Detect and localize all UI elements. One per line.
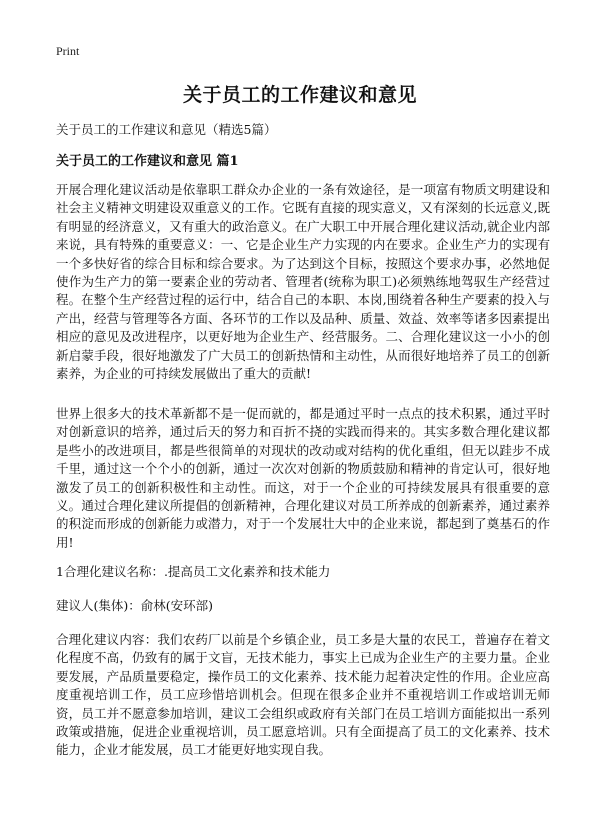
print-link[interactable]: Print (56, 44, 80, 58)
suggestion-author: 建议人(集体)：俞林(安环部) (56, 598, 214, 613)
body-paragraph: 世界上很多大的技术革新都不是一促而就的，都是通过平时一点点的技术积累，通过平时对创新意识的培养，通过后天的努力和百折不挠的实践而得来的。其实多数合理化建议都是些小的改进项目，都是些很简单的对现状的改动或对结构的优化重组，但无以跬步不成千里，通过这一个个小的创新，通过一次次对创新的物质鼓励和精神的肯定认可，很好地激发了员工的创新积极性和主动性。而这，对于一个企业的可持续发展具有很重要的意义。通过合理化建议所提倡的创新精神，合理化建议对员工所养成的创新素养，通过素养的积淀而形成的创新能力或潜力，对于一个发展壮大中的企业来说，都起到了奠基石的作用! (56, 406, 550, 550)
suggestion-content: 合理化建议内容：我们农药厂以前是个乡镇企业，员工多是大量的农民工，普遍存在着文化程度不高，仍致有的属于文盲，无技术能力，事实上已成为企业生产的主要力量。企业要发展，产品质量要稳定，操作员工的文化素养、技术能力起着决定性的作用。企业应高度重视培训工作，员工应珍惜培训机会。但现在很多企业并不重视培训工作或培训无师资，员工并不愿意参加培训，建议工会组织或政府有关部门在员工培训方面能拟出一系列政策或措施，促进企业重视培训，员工愿意培训。只有全面提高了员工的文化素养、技术能力，企业才能发展，员工才能更好地实现自我。 (56, 632, 550, 758)
suggestion-name: 1合理化建议名称：.提高员工文化素养和技术能力 (56, 564, 331, 579)
section-heading: 关于员工的工作建议和意见 篇1 (56, 154, 239, 169)
document-subtitle: 关于员工的工作建议和意见（精选5篇） (56, 122, 277, 137)
page-title: 关于员工的工作建议和意见 (182, 84, 417, 106)
body-paragraph: 开展合理化建议活动是依靠职工群众办企业的一条有效途径，是一项富有物质文明建设和社会主义精神文明建设双重意义的工作。它既有直接的现实意义，又有深刻的长远意义,既有明显的经济意义，又有重大的政治意义。在广大职工中开展合理化建议活动,就企业内部来说，具有特殊的重要意义：一、它是企业生产力实现的内在要求。企业生产力的实现有一个多快好省的综合目标和综合要求。为了达到这个目标，按照这个要求办事，必然地促使作为生产力的第一要素企业的劳动者、管理者(统称为职工)必须熟练地驾驭生产经营过程。在整个生产经营过程的运行中，结合自己的本职、本岗,围绕着各种生产要素的投入与产出，经营与管理等各方面、各环节的工作以及品种、质量、效益、效率等诸多因素提出相应的意见及改进程序，以更好地为企业生产、经营服务。二、合理化建议这一小小的创新启蒙手段，很好地激发了广大员工的创新热情和主动性，从而很好地培养了员工的创新素养，为企业的可持续发展做出了重大的贡献! (56, 182, 550, 382)
